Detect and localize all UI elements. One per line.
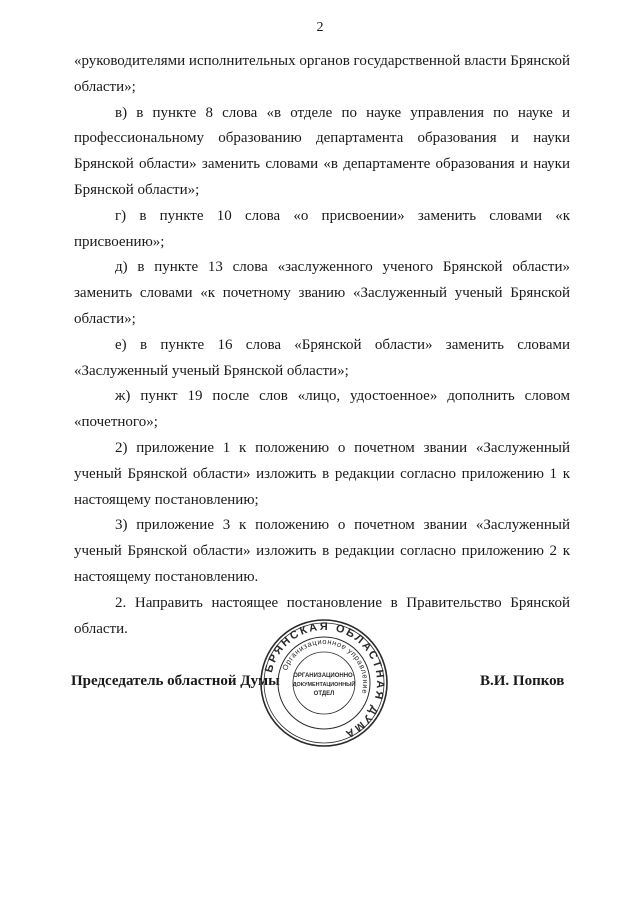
paragraph-item-v: в) в пункте 8 слова «в отделе по науке управления по науке и профессиональному образованию департамента образования и науки Брянской области» заменить словами «в департаменте образования и науки Брянской области»; <box>74 104 570 198</box>
signatory-position: Председатель областной Думы <box>71 673 280 689</box>
paragraph-continuation: «руководителями исполнительных органов государственной власти Брянской области»; <box>74 53 570 95</box>
paragraph-item-g: г) в пункте 10 слова «о присвоении» заменить словами «к присвоению»; <box>74 207 570 250</box>
paragraph-item-d: д) в пункте 13 слова «заслуженного ученого Брянской области» заменить словами «к почетному званию «Заслуженный ученый Брянской области»; <box>74 259 570 327</box>
seal-outer-text: БРЯНСКАЯ ОБЛАСТНАЯ ДУМА <box>263 620 387 741</box>
paragraph-item-e: е) в пункте 16 слова «Брянской области» заменить словами «Заслуженный ученый Брянской области»; <box>74 336 570 379</box>
seal-center-line-3: ОТДЕЛ <box>313 691 335 697</box>
seal-center-line-2: ДОКУМЕНТАЦИОННЫЙ <box>292 682 356 688</box>
seal-inner-ring-text: Организационное управление <box>280 636 371 696</box>
paragraph-point-2: 2. Направить настоящее постановление в Правительство Брянской области. <box>74 594 570 637</box>
page-number: 2 <box>316 20 324 35</box>
document-body <box>74 49 570 642</box>
official-seal <box>258 617 390 749</box>
paragraph-item-2: 2) приложение 1 к положению о почетном звании «Заслуженный ученый Брянской области» изложить в редакции согласно приложению 1 к настоящему постановлению; <box>74 439 570 508</box>
seal-center-line-1: ОРГАНИЗАЦИОННО- <box>293 673 355 679</box>
signatory-name: В.И. Попков <box>480 673 565 689</box>
paragraph-item-zh: ж) пункт 19 после слов «лицо, удостоенное» дополнить словом «почетного»; <box>74 388 570 431</box>
paragraph-item-3: 3) приложение 3 к положению о почетном звании «Заслуженный ученый Брянской области» изложить в редакции согласно приложению 2 к настоящему постановлению. <box>74 517 570 585</box>
